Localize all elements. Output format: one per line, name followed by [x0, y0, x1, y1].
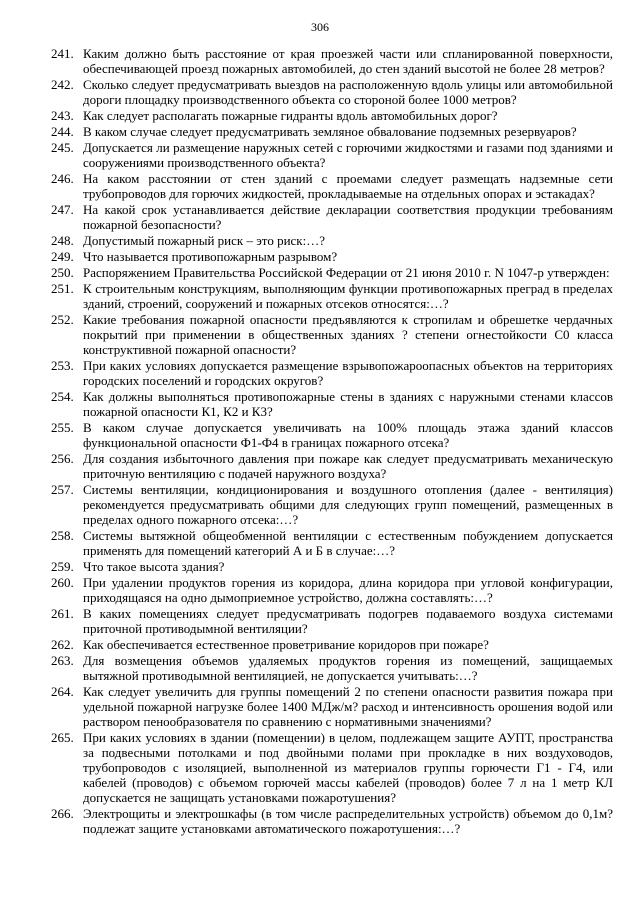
question-number: 253.	[51, 358, 74, 373]
question-text: Как должны выполняться противопожарные стены в зданиях с наружными стенами классов пожарной опасности К1, К2 и К3?	[83, 389, 613, 419]
question-item	[51, 559, 613, 574]
question-item	[51, 233, 613, 248]
question-text: В каких помещениях следует предусматривать подогрев подаваемого воздуха системами приточной противодымной вентиляции?	[83, 606, 613, 636]
question-item	[51, 606, 613, 636]
question-item	[51, 46, 613, 76]
question-text: При удалении продуктов горения из коридора, длина коридора при угловой конфигурации, приходящаяся на одно дымоприемное устройство, должна составлять:…?	[83, 575, 613, 605]
question-number: 263.	[51, 653, 74, 668]
question-number: 256.	[51, 451, 74, 466]
question-text: Как следует располагать пожарные гидранты вдоль автомобильных дорог?	[83, 108, 498, 123]
question-number: 262.	[51, 637, 74, 652]
question-number: 244.	[51, 124, 74, 139]
question-text: На какой срок устанавливается действие декларации соответствия продукции требованиям пожарной безопасности?	[83, 202, 613, 232]
question-number: 259.	[51, 559, 74, 574]
question-item	[51, 730, 613, 805]
question-number: 250.	[51, 265, 74, 280]
question-text: Допустимый пожарный риск – это риск:…?	[83, 233, 325, 248]
question-text: Для возмещения объемов удаляемых продуктов горения из помещений, защищаемых вытяжной противодымной вентиляцией, не допускается учитывать:…?	[83, 653, 613, 683]
question-item	[51, 451, 613, 481]
question-text: На каком расстоянии от стен зданий с проемами следует размещать надземные сети трубопроводов для горючих жидкостей, прокладываемые на отдельных опорах и эстакадах?	[83, 171, 613, 201]
question-text: Как следует увеличить для группы помещений 2 по степени опасности развития пожара при удельной пожарной нагрузке более 1400 МДж/м? расход и интенсивность орошения водой или раствором пенообразователя по сравнению с нормативными значениями?	[83, 684, 613, 729]
question-text: Каким должно быть расстояние от края проезжей части или спланированной поверхности, обеспечивающей проезд пожарных автомобилей, до стен зданий высотой не более 28 метров?	[83, 46, 613, 76]
question-text: Что такое высота здания?	[83, 559, 225, 574]
question-text: При каких условиях в здании (помещении) в целом, подлежащем защите АУПТ, пространства за подвесными потолками и под двойными полами при прокладке в них воздуховодов, трубопроводов с изоляцией, выполненной из материалов группы горючести Г1 - Г4, или кабелей (проводов) с объемом горючей массы кабелей (проводов) более 7 л на 1 метр КЛ допускается не защищать установками пожаротушения?	[83, 730, 613, 805]
question-number: 260.	[51, 575, 74, 590]
question-number: 252.	[51, 312, 74, 327]
question-item	[51, 171, 613, 201]
question-number: 264.	[51, 684, 74, 699]
question-number: 257.	[51, 482, 74, 497]
question-item	[51, 806, 613, 836]
question-number: 258.	[51, 528, 74, 543]
question-number: 241.	[51, 46, 74, 61]
question-text: Системы вытяжной общеобменной вентиляции с естественным побуждением допускается применять для помещений категорий А и Б в случае:…?	[83, 528, 613, 558]
question-text: Как обеспечивается естественное проветривание коридоров при пожаре?	[83, 637, 489, 652]
question-item	[51, 653, 613, 683]
question-item	[51, 265, 613, 280]
question-number: 266.	[51, 806, 74, 821]
question-number: 248.	[51, 233, 74, 248]
question-item	[51, 358, 613, 388]
question-text: Допускается ли размещение наружных сетей с горючими жидкостями и газами под зданиями и сооружениями производственного объекта?	[83, 140, 613, 170]
question-item	[51, 108, 613, 123]
question-item	[51, 249, 613, 264]
question-text: В каком случае следует предусматривать земляное обвалование подземных резервуаров?	[83, 124, 577, 139]
page-number: 306	[311, 20, 329, 34]
question-number: 245.	[51, 140, 74, 155]
question-item	[51, 389, 613, 419]
question-item	[51, 420, 613, 450]
question-text: Распоряжением Правительства Российской Федерации от 21 июня 2010 г. N 1047-р утвержден:	[83, 265, 610, 280]
question-item	[51, 575, 613, 605]
question-text: Электрощиты и электрошкафы (в том числе распределительных устройств) объемом до 0,1м? подлежат защите установками автоматического пожаротушения:…?	[83, 806, 613, 836]
question-number: 242.	[51, 77, 74, 92]
question-text: Сколько следует предусматривать выездов на расположенную вдоль улицы или автомобильной дороги площадку производственного объекта со стороной более 1000 метров?	[83, 77, 613, 107]
question-text: Для создания избыточного давления при пожаре как следует предусматривать механическую приточную вентиляцию с подачей наружного воздуха?	[83, 451, 613, 481]
question-item	[51, 124, 613, 139]
question-item	[51, 281, 613, 311]
question-item	[51, 684, 613, 729]
question-text: Какие требования пожарной опасности предъявляются к стропилам и обрешетке чердачных покрытий при применении в общественных зданиях ? степени огнестойкости С0 класса конструктивной пожарной опасности?	[83, 312, 613, 357]
question-item	[51, 77, 613, 107]
question-number: 265.	[51, 730, 74, 745]
question-text: К строительным конструкциям, выполняющим функции противопожарных преград в пределах зданий, строений, сооружений и пожарных отсеков относятся:…?	[83, 281, 613, 311]
question-text: Что называется противопожарным разрывом?	[83, 249, 338, 264]
question-number: 243.	[51, 108, 74, 123]
question-item	[51, 528, 613, 558]
question-number: 249.	[51, 249, 74, 264]
question-text: Системы вентиляции, кондиционирования и воздушного отопления (далее - вентиляция) рекомендуется предусматривать общими для следующих групп помещений, размещенных в пределах одного пожарного отсека:…?	[83, 482, 613, 527]
question-list	[51, 46, 613, 837]
question-item	[51, 482, 613, 527]
question-number: 246.	[51, 171, 74, 186]
question-item	[51, 202, 613, 232]
question-item	[51, 312, 613, 357]
question-text: При каких условиях допускается размещение взрывопожароопасных объектов на территориях городских поселений и городских округов?	[83, 358, 613, 388]
question-number: 255.	[51, 420, 74, 435]
question-number: 254.	[51, 389, 74, 404]
question-text: В каком случае допускается увеличивать на 100% площадь этажа зданий классов функциональной опасности Ф1-Ф4 в границах пожарного отсека?	[83, 420, 613, 450]
question-item	[51, 140, 613, 170]
question-item	[51, 637, 613, 652]
question-number: 261.	[51, 606, 74, 621]
question-number: 247.	[51, 202, 74, 217]
question-number: 251.	[51, 281, 74, 296]
